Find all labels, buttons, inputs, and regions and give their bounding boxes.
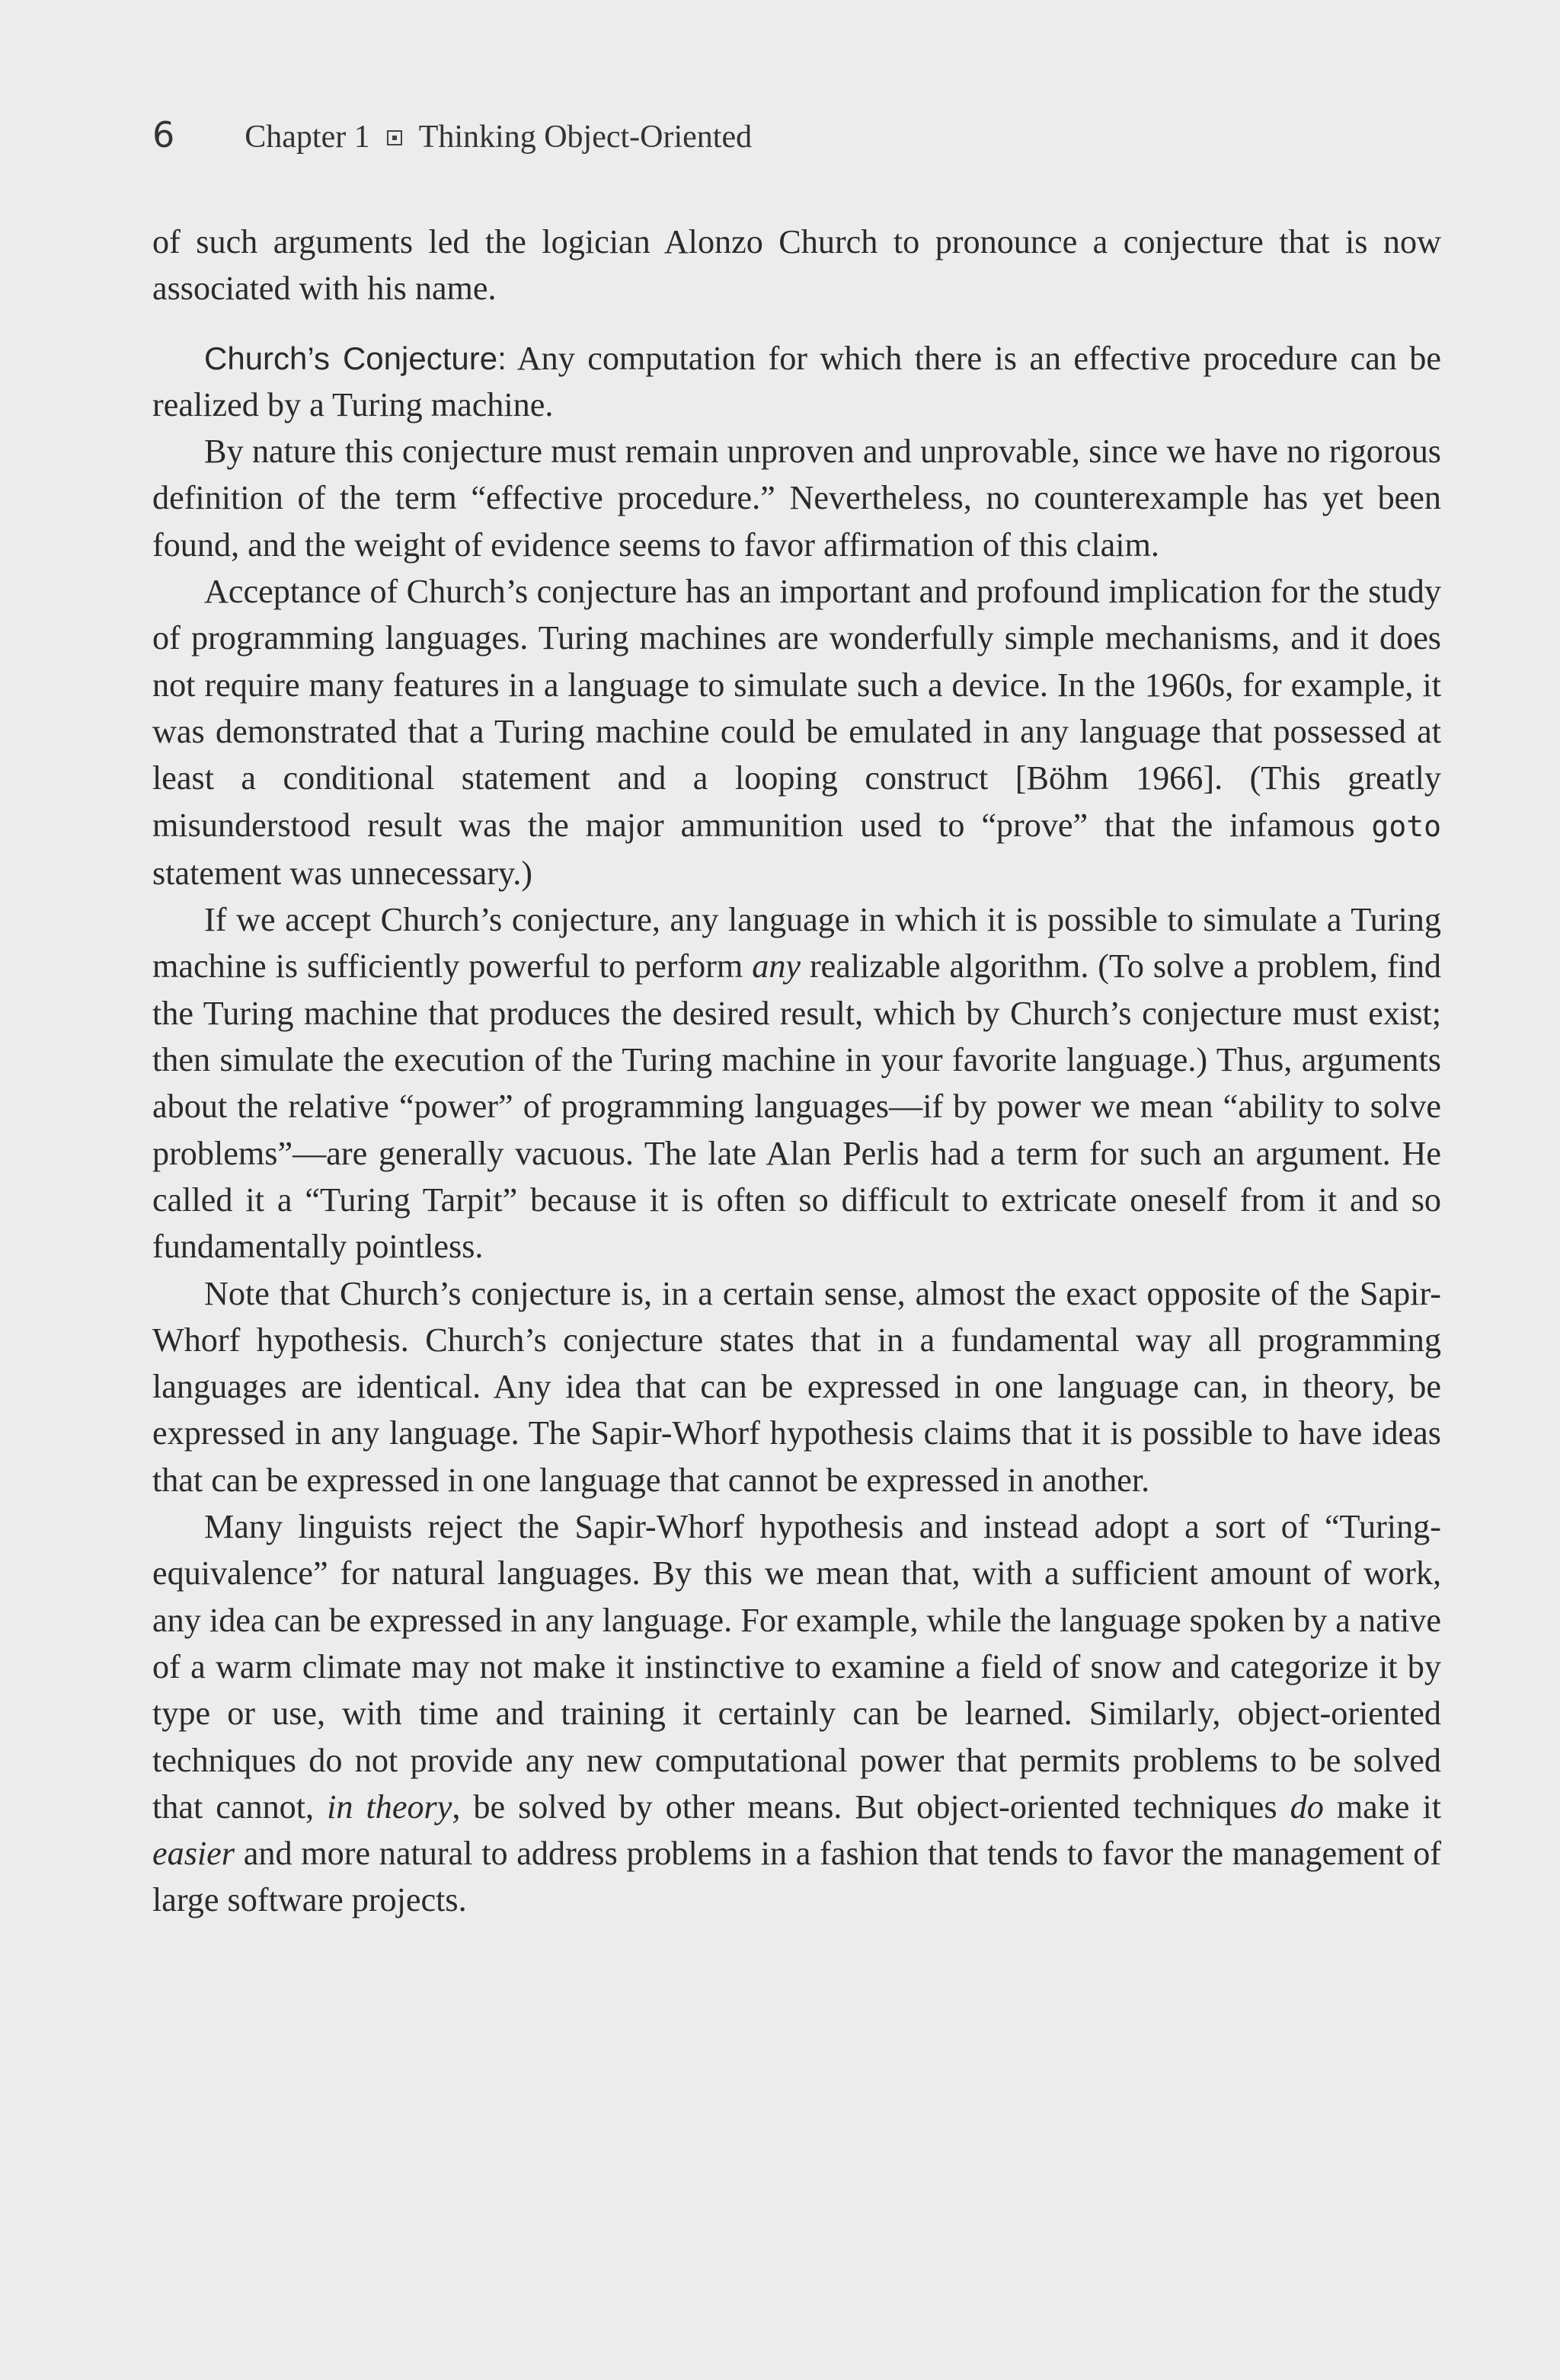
paragraph-accept-end: realizable algorithm. (To solve a problem, find the Turing machine that produces the desired result, which by Church’s conjecture must exist; then simulate the execution of the Turing machine in your favorite language.) Thus, arguments about the relative “power” of programming languages—if by power we mean “ability to solve problems”—are generally vacuous. The late Alan Perlis had a term for such an argument. He called it a “Turing Tarpit” because it is often so difficult to extricate oneself from it and so fundamentally pointless. <box>152 947 1442 1266</box>
paragraph-sapir-whorf: Note that Church’s conjecture is, in a certain sense, almost the exact opposite of the Sapir-Whorf hypothesis. Church’s conjecture states that in a fundamental way all programming languages are identical. Any idea that can be expressed in one language can, in theory, be expressed in any language. The Sapir-Whorf hypothesis claims that it is possible to have ideas that can be expressed in one language that cannot be expressed in another. <box>152 1274 1441 1499</box>
conjecture-text: Any computation for which there is an effective procedure can be realized by a Turing machine. <box>152 339 1442 423</box>
page-number: 6 <box>152 114 175 155</box>
paragraph-acceptance-end: statement was unnecessary.) <box>152 854 532 892</box>
emphasis-easier: easier <box>152 1835 235 1873</box>
emphasis-in-theory: in theory <box>327 1787 452 1826</box>
paragraph-acceptance <box>152 568 1441 896</box>
paragraph-accept-text: If we accept Church’s conjecture, any language in which it is possible to simulate a Turing machine is sufficiently powerful to perform <box>152 901 1441 986</box>
churchs-conjecture-block <box>152 335 1441 429</box>
running-head <box>152 114 1447 160</box>
paragraph-continued: of such arguments led the logician Alonzo Church to pronounce a conjecture that is now associated with his name. <box>152 223 1441 308</box>
emphasis-do: do <box>1290 1787 1324 1826</box>
paragraph-acceptance-text: Acceptance of Church’s conjecture has an important and profound implication for the study of programming languages. Turing machines are wonderfully simple mechanisms, and it does not require many features in a language to simulate such a device. In the 1960s, for example, it was demonstrated that a Turing machine could be emulated in any language that possessed at least a conditional statement and a looping construct [Böhm 1966]. (This greatly misunderstood result was the major ammunition used to “prove” that the infamous <box>152 573 1441 844</box>
emphasis-any: any <box>752 947 801 986</box>
square-bullet-icon <box>387 130 402 145</box>
paragraph-unprovable: By nature this conjecture must remain unproven and unprovable, since we have no rigorous definition of the term “effective procedure.” Nevertheless, no counterexample has yet been found, and the weight of evidence seems to favor affirmation of this claim. <box>152 433 1441 564</box>
goto-keyword: goto <box>1371 809 1441 843</box>
paragraph-linguists-mid2: make it <box>1336 1787 1442 1826</box>
paragraph-linguists-mid: , be solved by other means. But object-oriented techniques <box>452 1787 1277 1826</box>
paragraph-linguists-text: Many linguists reject the Sapir-Whorf hypothesis and instead adopt a sort of “Turing-equivalence” for natural languages. By this we mean that, with a sufficient amount of work, any idea can be expressed in any language. For example, while the language spoken by a native of a warm climate may not make it instinctive to examine a field of snow and categorize it by type or use, with time and training it certainly can be learned. Similarly, object-oriented techniques do not provide any new computational power that permits problems to be solved that cannot, <box>152 1508 1441 1826</box>
paragraph-accept-conjecture <box>152 896 1441 1270</box>
body-text <box>152 219 1441 1924</box>
paragraph-linguists <box>152 1503 1441 1924</box>
paragraph-linguists-end: and more natural to address problems in a fashion that tends to favor the management of large software projects. <box>152 1835 1441 1919</box>
chapter-label: Chapter 1 <box>245 120 370 155</box>
conjecture-label: Church’s Conjecture: <box>204 340 507 376</box>
chapter-title: Thinking Object-Oriented <box>418 120 753 155</box>
